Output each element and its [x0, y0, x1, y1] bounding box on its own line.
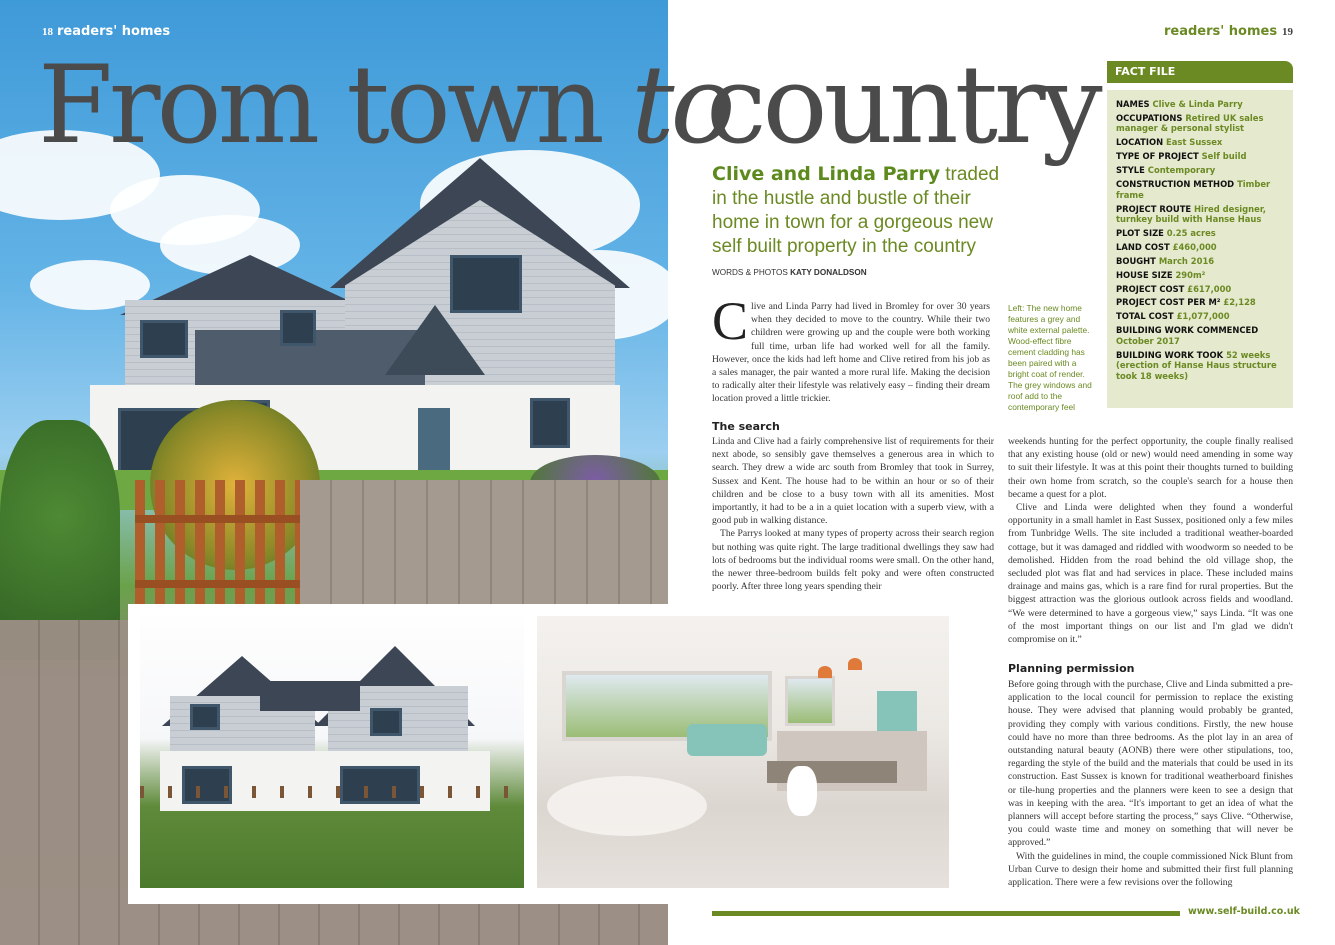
fact-value: 52 weeks (erection of Hanse Haus structure took 18 weeks) — [1116, 349, 1277, 381]
column-2-planning-text — [1008, 678, 1293, 889]
fact-value: £2,128 — [1223, 297, 1256, 308]
left-page-number: 18 — [42, 26, 53, 38]
fact-value: Timber frame — [1116, 179, 1271, 200]
fact-label: STYLE — [1116, 165, 1145, 176]
fact-label: NAMES — [1116, 99, 1150, 109]
fact-label: PROJECT ROUTE — [1116, 203, 1192, 214]
fact-file-list — [1107, 90, 1293, 382]
fact-value: £1,077,000 — [1176, 311, 1230, 322]
headline-part1: From town — [38, 43, 601, 168]
standfirst — [712, 162, 1002, 259]
fact-value: Self build — [1201, 151, 1247, 162]
fact-file-row — [1116, 165, 1285, 176]
photo-house-side-view — [140, 616, 524, 888]
fact-file-row — [1116, 113, 1285, 134]
heading-the-search: The search — [712, 420, 780, 433]
left-section-header: readers' homes — [57, 24, 171, 39]
fact-file-row — [1116, 99, 1285, 110]
fact-file-row — [1116, 151, 1285, 162]
heading-planning-permission: Planning permission — [1008, 662, 1135, 675]
fact-label: LAND COST — [1116, 241, 1170, 252]
fact-file-row — [1116, 270, 1285, 281]
paragraph: Linda and Clive had a fairly comprehensive list of requirements for their next abode, so sensibly gave themselves a generous area in which to search. They drew a wide arc south from Bromley that took in Surrey, Sussex and Kent. The house had to be within an hour or so of their children and be close to a busy town with all its amenities. Most importantly, it had to be a in a quiet location with a superb view, with a good pub in walking distance. — [712, 436, 994, 527]
fact-label: BUILDING WORK TOOK — [1116, 349, 1224, 360]
fact-file-row — [1116, 228, 1285, 239]
column-1-text — [712, 435, 994, 593]
fact-file-row — [1116, 325, 1285, 346]
fact-label: CONSTRUCTION METHOD — [1116, 179, 1235, 190]
headline-right: country — [706, 43, 1099, 168]
right-section-header: readers' homes — [1164, 24, 1278, 39]
fact-label: PROJECT COST — [1116, 283, 1185, 294]
fact-file-row — [1116, 311, 1285, 322]
fact-file-heading: FACT FILE — [1107, 61, 1293, 83]
footer-rule — [712, 911, 1180, 916]
byline-author: KATY DONALDSON — [790, 268, 867, 277]
byline-label: WORDS & PHOTOS — [712, 268, 788, 277]
fact-label: OCCUPATIONS — [1116, 112, 1183, 123]
paragraph: Clive and Linda were delighted when they found a wonderful opportunity in a small hamlet in East Sussex, positioned only a few miles from Tunbridge Wells. The site included a traditional weather-boarded cottage, but it was damaged and riddled with woodworm so needed to be demolished. Hidden from the road behind the old village shop, the secluded plot was flat and had services in place. These included mains drainage and mains gas, which is a rare find for rural properties. But the biggest attraction was the glorious outlook across fields and woodland. “We were determined to have a gorgeous view,” says Linda. “It was one of the most important things on our list and I'm glad we didn't compromise on it.” — [1008, 502, 1293, 646]
paragraph: weekends hunting for the perfect opportunity, the couple finally realised that any existing house (old or new) would need amending in some way to suit their lifestyle. It was at this point their thoughts turned to building their own home from scratch, so the couple's search for a house then became a quest for a plot. — [1008, 436, 1293, 500]
paragraph: With the guidelines in mind, the couple commissioned Nick Blunt from Urban Curve to design their home and submitted their first full planning application. There were a few revisions over the following — [1008, 850, 1293, 889]
fact-value: Retired UK sales manager & personal stylist — [1116, 112, 1264, 134]
headline — [38, 43, 732, 168]
fact-file-row — [1116, 350, 1285, 382]
headline-italic: to — [631, 43, 732, 168]
fact-value: 290m² — [1175, 269, 1206, 280]
fact-label: BUILDING WORK COMMENCED — [1116, 325, 1259, 336]
fact-file-box — [1107, 90, 1293, 408]
website-url: www.self-build.co.uk — [1188, 906, 1300, 917]
fact-label: LOCATION — [1116, 137, 1164, 148]
fact-label: PLOT SIZE — [1116, 228, 1164, 239]
fact-value: 0.25 acres — [1166, 228, 1216, 239]
paragraph: Before going through with the purchase, Clive and Linda submitted a pre-application to the local council for permission to replace the existing house. They were advised that planning would probably be granted, providing they comply with various conditions. Firstly, the new house could have no more than three bedrooms. As the plot lay in an area of outstanding natural beauty (AONB) there were other stipulations, too, regarding the style of the build and the materials that could be used in its construction. East Sussex is known for traditional weatherboard finishes or tile-hung properties and the planners were keen to see a design that was in keeping with the area. “It's important to get an idea of what the planners will accept before starting the process,” says Clive. “Otherwise, you could waste time and money on something that will never be approved.” — [1008, 679, 1293, 849]
fact-value: £617,000 — [1187, 283, 1232, 294]
fact-label: HOUSE SIZE — [1116, 269, 1173, 280]
fact-file-row — [1116, 204, 1285, 225]
standfirst-text: traded in the hustle and bustle of their home in town for a gorgeous new self built property in the country — [712, 164, 1000, 257]
paragraph: The Parrys looked at many types of property across their search region but nothing was quite right. The large traditional dwellings they saw had lots of bedrooms but the individual rooms were small. On the other hand, the newer three-bedroom builds felt poky and were often constructed poorly. After three long years spending their — [712, 528, 994, 593]
fact-file-row — [1116, 256, 1285, 267]
fact-file-row — [1116, 242, 1285, 253]
intro-paragraph — [712, 291, 990, 406]
drop-cap: C — [712, 291, 749, 351]
fact-value: East Sussex — [1166, 137, 1223, 148]
fact-label: TOTAL COST — [1116, 311, 1174, 322]
fact-label: TYPE OF PROJECT — [1116, 151, 1199, 162]
fact-file-row — [1116, 137, 1285, 148]
column-2-text — [1008, 435, 1293, 646]
fact-value: Contemporary — [1147, 165, 1216, 176]
fact-file-row — [1116, 284, 1285, 295]
fact-value: Clive & Linda Parry — [1152, 99, 1243, 109]
fact-file-row — [1116, 297, 1285, 308]
photo-kitchen-interior — [537, 616, 949, 888]
fact-value: Hired designer, turnkey build with Hanse Haus — [1116, 203, 1266, 225]
right-page-number: 19 — [1282, 26, 1293, 38]
fact-value: £460,000 — [1172, 241, 1217, 252]
fact-label: BOUGHT — [1116, 255, 1156, 266]
standfirst-names: Clive and Linda Parry — [712, 163, 940, 185]
intro-text: live and Linda Parry had lived in Bromley for over 30 years when they decided to move to the country. While their two children were growing up and the couple were both working full time, urban life had worked well for all the family. However, once the kids had left home and Clive retired from his job as a sales manager, the pair wanted a more rural life. Making the decision to radically alter their lifestyle was relatively easy – finding their dream location proved a little trickier. — [712, 301, 990, 405]
fact-file-row — [1116, 179, 1285, 200]
fact-value: October 2017 — [1116, 335, 1180, 346]
fact-value: March 2016 — [1158, 255, 1215, 266]
byline — [712, 268, 867, 277]
photo-caption: Left: The new home features a grey and white external palette. Wood-effect fibre cement cladding has been paired with a bright coat of render. The grey windows and roof add to the contemporary feel — [1008, 303, 1092, 412]
fact-label: PROJECT COST PER M² — [1116, 297, 1221, 308]
